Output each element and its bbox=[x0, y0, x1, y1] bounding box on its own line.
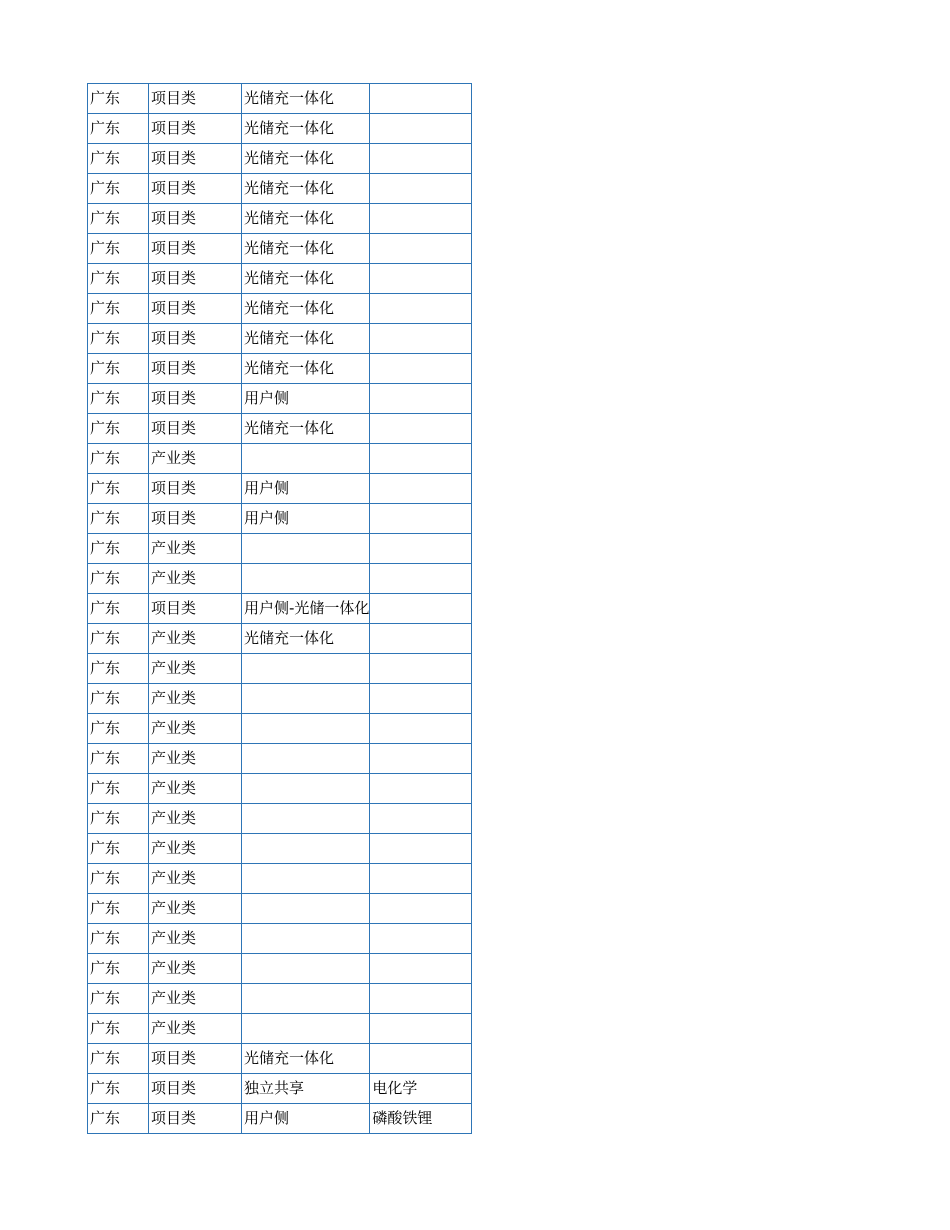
category-cell[interactable]: 产业类 bbox=[149, 684, 242, 714]
type-cell[interactable] bbox=[242, 834, 370, 864]
table-row bbox=[88, 834, 472, 864]
tech-cell[interactable] bbox=[370, 654, 472, 684]
table-row bbox=[88, 954, 472, 984]
category-cell[interactable]: 项目类 bbox=[149, 1044, 242, 1074]
table-row bbox=[88, 1104, 472, 1134]
region-cell[interactable]: 广东 bbox=[88, 174, 149, 204]
region-cell[interactable]: 广东 bbox=[88, 114, 149, 144]
region-cell[interactable]: 广东 bbox=[88, 954, 149, 984]
category-cell[interactable]: 项目类 bbox=[149, 1104, 242, 1134]
table-row bbox=[88, 684, 472, 714]
type-cell[interactable] bbox=[242, 534, 370, 564]
tech-cell[interactable]: 电化学 bbox=[370, 1074, 472, 1104]
type-cell[interactable]: 独立共享 bbox=[242, 1074, 370, 1104]
region-cell[interactable]: 广东 bbox=[88, 564, 149, 594]
tech-cell[interactable] bbox=[370, 414, 472, 444]
tech-cell[interactable] bbox=[370, 894, 472, 924]
tech-cell[interactable] bbox=[370, 1044, 472, 1074]
type-cell[interactable]: 用户侧 bbox=[242, 504, 370, 534]
type-cell[interactable] bbox=[242, 684, 370, 714]
table-row bbox=[88, 174, 472, 204]
type-cell[interactable]: 光储充一体化 bbox=[242, 84, 370, 114]
tech-cell[interactable] bbox=[370, 924, 472, 954]
table-row bbox=[88, 654, 472, 684]
tech-cell[interactable] bbox=[370, 444, 472, 474]
type-cell[interactable]: 光储充一体化 bbox=[242, 264, 370, 294]
region-cell[interactable]: 广东 bbox=[88, 684, 149, 714]
type-cell[interactable]: 用户侧-光储一体化 bbox=[242, 594, 370, 624]
region-cell[interactable]: 广东 bbox=[88, 204, 149, 234]
table-row bbox=[88, 504, 472, 534]
category-cell[interactable]: 项目类 bbox=[149, 204, 242, 234]
tech-cell[interactable] bbox=[370, 714, 472, 744]
table-row bbox=[88, 474, 472, 504]
table-row bbox=[88, 294, 472, 324]
type-cell[interactable] bbox=[242, 774, 370, 804]
tech-cell[interactable] bbox=[370, 114, 472, 144]
region-cell[interactable]: 广东 bbox=[88, 714, 149, 744]
category-cell[interactable]: 产业类 bbox=[149, 534, 242, 564]
category-cell[interactable]: 项目类 bbox=[149, 414, 242, 444]
tech-cell[interactable] bbox=[370, 324, 472, 354]
tech-cell[interactable] bbox=[370, 84, 472, 114]
tech-cell[interactable] bbox=[370, 804, 472, 834]
type-cell[interactable] bbox=[242, 954, 370, 984]
category-cell[interactable]: 项目类 bbox=[149, 504, 242, 534]
table-row bbox=[88, 534, 472, 564]
category-cell[interactable]: 项目类 bbox=[149, 144, 242, 174]
region-cell[interactable]: 广东 bbox=[88, 444, 149, 474]
type-cell[interactable]: 光储充一体化 bbox=[242, 234, 370, 264]
table-row bbox=[88, 84, 472, 114]
type-cell[interactable]: 光储充一体化 bbox=[242, 354, 370, 384]
category-cell[interactable]: 项目类 bbox=[149, 294, 242, 324]
table-row bbox=[88, 804, 472, 834]
table-row bbox=[88, 234, 472, 264]
category-cell[interactable]: 项目类 bbox=[149, 1074, 242, 1104]
category-cell[interactable]: 项目类 bbox=[149, 474, 242, 504]
region-cell[interactable]: 广东 bbox=[88, 804, 149, 834]
category-cell[interactable]: 产业类 bbox=[149, 1014, 242, 1044]
table-row bbox=[88, 114, 472, 144]
table-row bbox=[88, 1044, 472, 1074]
table-body bbox=[88, 84, 472, 1134]
tech-cell[interactable] bbox=[370, 744, 472, 774]
category-cell[interactable]: 产业类 bbox=[149, 924, 242, 954]
type-cell[interactable]: 光储充一体化 bbox=[242, 174, 370, 204]
type-cell[interactable] bbox=[242, 984, 370, 1014]
type-cell[interactable]: 光储充一体化 bbox=[242, 324, 370, 354]
region-cell[interactable]: 广东 bbox=[88, 924, 149, 954]
table-row bbox=[88, 984, 472, 1014]
table-row bbox=[88, 264, 472, 294]
table-row bbox=[88, 1074, 472, 1104]
table-row bbox=[88, 414, 472, 444]
category-cell[interactable]: 产业类 bbox=[149, 864, 242, 894]
region-cell[interactable]: 广东 bbox=[88, 384, 149, 414]
tech-cell[interactable] bbox=[370, 1014, 472, 1044]
region-cell[interactable]: 广东 bbox=[88, 744, 149, 774]
type-cell[interactable]: 用户侧 bbox=[242, 1104, 370, 1134]
category-cell[interactable]: 项目类 bbox=[149, 234, 242, 264]
type-cell[interactable]: 光储充一体化 bbox=[242, 624, 370, 654]
tech-cell[interactable] bbox=[370, 294, 472, 324]
table-row bbox=[88, 714, 472, 744]
type-cell[interactable] bbox=[242, 1014, 370, 1044]
category-cell[interactable]: 产业类 bbox=[149, 984, 242, 1014]
tech-cell[interactable] bbox=[370, 474, 472, 504]
region-cell[interactable]: 广东 bbox=[88, 414, 149, 444]
type-cell[interactable] bbox=[242, 804, 370, 834]
tech-cell[interactable] bbox=[370, 264, 472, 294]
type-cell[interactable] bbox=[242, 654, 370, 684]
category-cell[interactable]: 产业类 bbox=[149, 954, 242, 984]
type-cell[interactable] bbox=[242, 744, 370, 774]
region-cell[interactable]: 广东 bbox=[88, 1074, 149, 1104]
region-cell[interactable]: 广东 bbox=[88, 654, 149, 684]
table-row bbox=[88, 384, 472, 414]
category-cell[interactable]: 产业类 bbox=[149, 744, 242, 774]
region-cell[interactable]: 广东 bbox=[88, 984, 149, 1014]
table-row bbox=[88, 924, 472, 954]
table-row bbox=[88, 354, 472, 384]
tech-cell[interactable] bbox=[370, 864, 472, 894]
type-cell[interactable] bbox=[242, 894, 370, 924]
tech-cell[interactable] bbox=[370, 204, 472, 234]
category-cell[interactable]: 项目类 bbox=[149, 174, 242, 204]
table-row bbox=[88, 774, 472, 804]
region-cell[interactable]: 广东 bbox=[88, 894, 149, 924]
tech-cell[interactable] bbox=[370, 534, 472, 564]
region-cell[interactable]: 广东 bbox=[88, 504, 149, 534]
type-cell[interactable]: 光储充一体化 bbox=[242, 144, 370, 174]
tech-cell[interactable]: 磷酸铁锂 bbox=[370, 1104, 472, 1134]
type-cell[interactable] bbox=[242, 864, 370, 894]
table-row bbox=[88, 624, 472, 654]
table-row bbox=[88, 144, 472, 174]
table-row bbox=[88, 444, 472, 474]
tech-cell[interactable] bbox=[370, 354, 472, 384]
table-row bbox=[88, 744, 472, 774]
category-cell[interactable]: 项目类 bbox=[149, 594, 242, 624]
region-cell[interactable]: 广东 bbox=[88, 84, 149, 114]
category-cell[interactable]: 项目类 bbox=[149, 354, 242, 384]
tech-cell[interactable] bbox=[370, 954, 472, 984]
category-cell[interactable]: 产业类 bbox=[149, 564, 242, 594]
tech-cell[interactable] bbox=[370, 564, 472, 594]
type-cell[interactable]: 光储充一体化 bbox=[242, 414, 370, 444]
category-cell[interactable]: 产业类 bbox=[149, 624, 242, 654]
tech-cell[interactable] bbox=[370, 774, 472, 804]
category-cell[interactable]: 产业类 bbox=[149, 834, 242, 864]
tech-cell[interactable] bbox=[370, 594, 472, 624]
region-cell[interactable]: 广东 bbox=[88, 534, 149, 564]
category-cell[interactable]: 产业类 bbox=[149, 804, 242, 834]
region-cell[interactable]: 广东 bbox=[88, 474, 149, 504]
tech-cell[interactable] bbox=[370, 504, 472, 534]
type-cell[interactable]: 光储充一体化 bbox=[242, 294, 370, 324]
type-cell[interactable] bbox=[242, 444, 370, 474]
region-cell[interactable]: 广东 bbox=[88, 354, 149, 384]
region-cell[interactable]: 广东 bbox=[88, 624, 149, 654]
category-cell[interactable]: 项目类 bbox=[149, 114, 242, 144]
tech-cell[interactable] bbox=[370, 624, 472, 654]
table-row bbox=[88, 864, 472, 894]
type-cell[interactable]: 光储充一体化 bbox=[242, 204, 370, 234]
tech-cell[interactable] bbox=[370, 384, 472, 414]
category-cell[interactable]: 项目类 bbox=[149, 84, 242, 114]
category-cell[interactable]: 项目类 bbox=[149, 384, 242, 414]
region-cell[interactable]: 广东 bbox=[88, 864, 149, 894]
table-row bbox=[88, 564, 472, 594]
category-cell[interactable]: 项目类 bbox=[149, 324, 242, 354]
region-cell[interactable]: 广东 bbox=[88, 264, 149, 294]
tech-cell[interactable] bbox=[370, 144, 472, 174]
region-cell[interactable]: 广东 bbox=[88, 774, 149, 804]
type-cell[interactable]: 用户侧 bbox=[242, 384, 370, 414]
region-cell[interactable]: 广东 bbox=[88, 1044, 149, 1074]
type-cell[interactable]: 光储充一体化 bbox=[242, 114, 370, 144]
region-cell[interactable]: 广东 bbox=[88, 324, 149, 354]
region-cell[interactable]: 广东 bbox=[88, 144, 149, 174]
type-cell[interactable] bbox=[242, 564, 370, 594]
table-row bbox=[88, 894, 472, 924]
table-row bbox=[88, 204, 472, 234]
spreadsheet-table bbox=[87, 83, 472, 1134]
region-cell[interactable]: 广东 bbox=[88, 234, 149, 264]
tech-cell[interactable] bbox=[370, 234, 472, 264]
type-cell[interactable] bbox=[242, 924, 370, 954]
region-cell[interactable]: 广东 bbox=[88, 1104, 149, 1134]
region-cell[interactable]: 广东 bbox=[88, 294, 149, 324]
type-cell[interactable] bbox=[242, 714, 370, 744]
region-cell[interactable]: 广东 bbox=[88, 1014, 149, 1044]
type-cell[interactable]: 用户侧 bbox=[242, 474, 370, 504]
tech-cell[interactable] bbox=[370, 834, 472, 864]
category-cell[interactable]: 产业类 bbox=[149, 774, 242, 804]
category-cell[interactable]: 产业类 bbox=[149, 894, 242, 924]
category-cell[interactable]: 产业类 bbox=[149, 714, 242, 744]
category-cell[interactable]: 产业类 bbox=[149, 444, 242, 474]
type-cell[interactable]: 光储充一体化 bbox=[242, 1044, 370, 1074]
table-row bbox=[88, 594, 472, 624]
region-cell[interactable]: 广东 bbox=[88, 834, 149, 864]
table-row bbox=[88, 1014, 472, 1044]
table-row bbox=[88, 324, 472, 354]
category-cell[interactable]: 项目类 bbox=[149, 264, 242, 294]
tech-cell[interactable] bbox=[370, 174, 472, 204]
tech-cell[interactable] bbox=[370, 684, 472, 714]
tech-cell[interactable] bbox=[370, 984, 472, 1014]
category-cell[interactable]: 产业类 bbox=[149, 654, 242, 684]
region-cell[interactable]: 广东 bbox=[88, 594, 149, 624]
